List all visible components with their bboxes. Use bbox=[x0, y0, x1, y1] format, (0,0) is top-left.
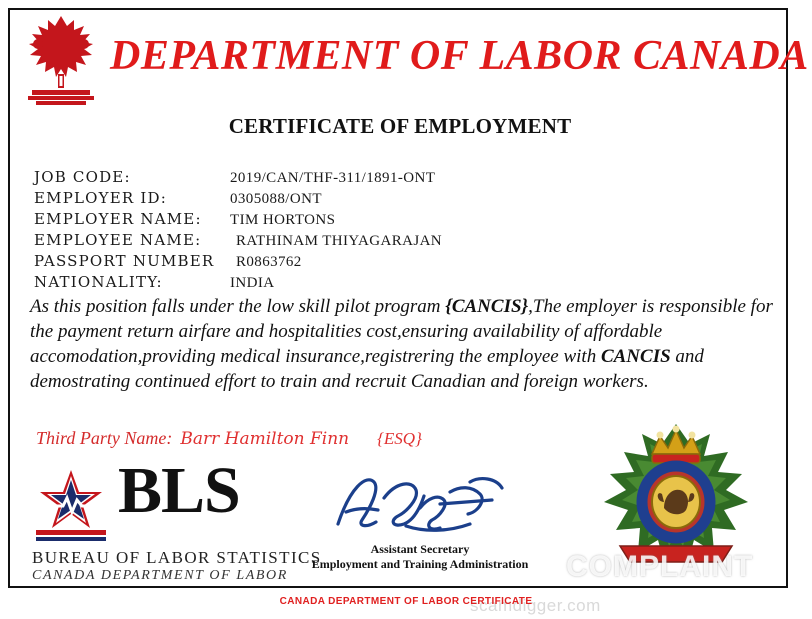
footer-caption: CANADA DEPARTMENT OF LABOR CERTIFICATE bbox=[279, 596, 533, 607]
bls-subtitle-secondary: CANADA DEPARTMENT OF LABOR bbox=[32, 568, 288, 583]
third-party-suffix: {ESQ} bbox=[377, 429, 422, 448]
field-value-employee-name: RATHINAM THIYAGARAJAN bbox=[236, 233, 443, 249]
watermark-source: scamdigger.com bbox=[470, 596, 601, 615]
field-value-nationality: INDIA bbox=[230, 275, 275, 291]
bls-subtitle-primary: BUREAU OF LABOR STATISTICS bbox=[32, 548, 322, 567]
field-label-employer-id: EMPLOYER ID: bbox=[34, 189, 167, 207]
third-party-name: Barr Hamilton Finn bbox=[180, 429, 350, 449]
field-value-employer-id: 0305088/ONT bbox=[230, 191, 322, 207]
signature-department: Employment and Training Administration bbox=[311, 557, 529, 571]
handwritten-signature-icon bbox=[320, 464, 520, 538]
certificate-header bbox=[10, 10, 809, 114]
field-label-employee-name: EMPLOYEE NAME: bbox=[34, 231, 202, 249]
conditions-paragraph: As this position falls under the low skill pilot program {CANCIS},The employer is responsible for the payment return airfare and hospitalities cost,ensuring availability of affordable accomodation,providing medical insurance,registrering the employee with CANCIS and demostrating continued effort to train and recruit Canadian and foreign workers. bbox=[30, 296, 773, 392]
page-title: DEPARTMENT OF LABOR CANADA bbox=[110, 33, 809, 79]
certificate-document bbox=[8, 8, 809, 588]
third-party-line bbox=[36, 428, 422, 449]
signature-title: Assistant Secretary bbox=[370, 542, 470, 556]
page-subtitle: CERTIFICATE OF EMPLOYMENT bbox=[228, 114, 572, 138]
field-label-job-code: JOB CODE: bbox=[34, 168, 131, 186]
bls-acronym: BLS bbox=[118, 454, 240, 527]
third-party-label: Third Party Name: bbox=[36, 428, 173, 448]
rcmp-crest-icon bbox=[590, 410, 762, 586]
field-row bbox=[34, 231, 774, 252]
field-label-employer-name: EMPLOYER NAME: bbox=[34, 210, 202, 228]
watermark-complaint: COMPLAINT bbox=[566, 550, 754, 583]
signature-block bbox=[300, 464, 540, 572]
field-row bbox=[34, 189, 774, 210]
field-value-job-code: 2019/CAN/THF-311/1891-ONT bbox=[230, 170, 436, 186]
field-row bbox=[34, 252, 774, 273]
field-row bbox=[34, 273, 774, 294]
field-row bbox=[34, 168, 774, 189]
field-label-passport-number: PASSPORT NUMBER bbox=[34, 252, 215, 270]
certificate-footer-area bbox=[10, 454, 790, 588]
maple-leaf-crest-icon bbox=[18, 14, 104, 110]
field-row bbox=[34, 210, 774, 231]
bls-star-icon bbox=[32, 468, 110, 542]
field-value-employer-name: TIM HORTONS bbox=[230, 212, 336, 228]
field-label-nationality: NATIONALITY: bbox=[34, 273, 163, 291]
employment-fields bbox=[34, 168, 774, 294]
field-value-passport-number: R0863762 bbox=[236, 254, 302, 270]
